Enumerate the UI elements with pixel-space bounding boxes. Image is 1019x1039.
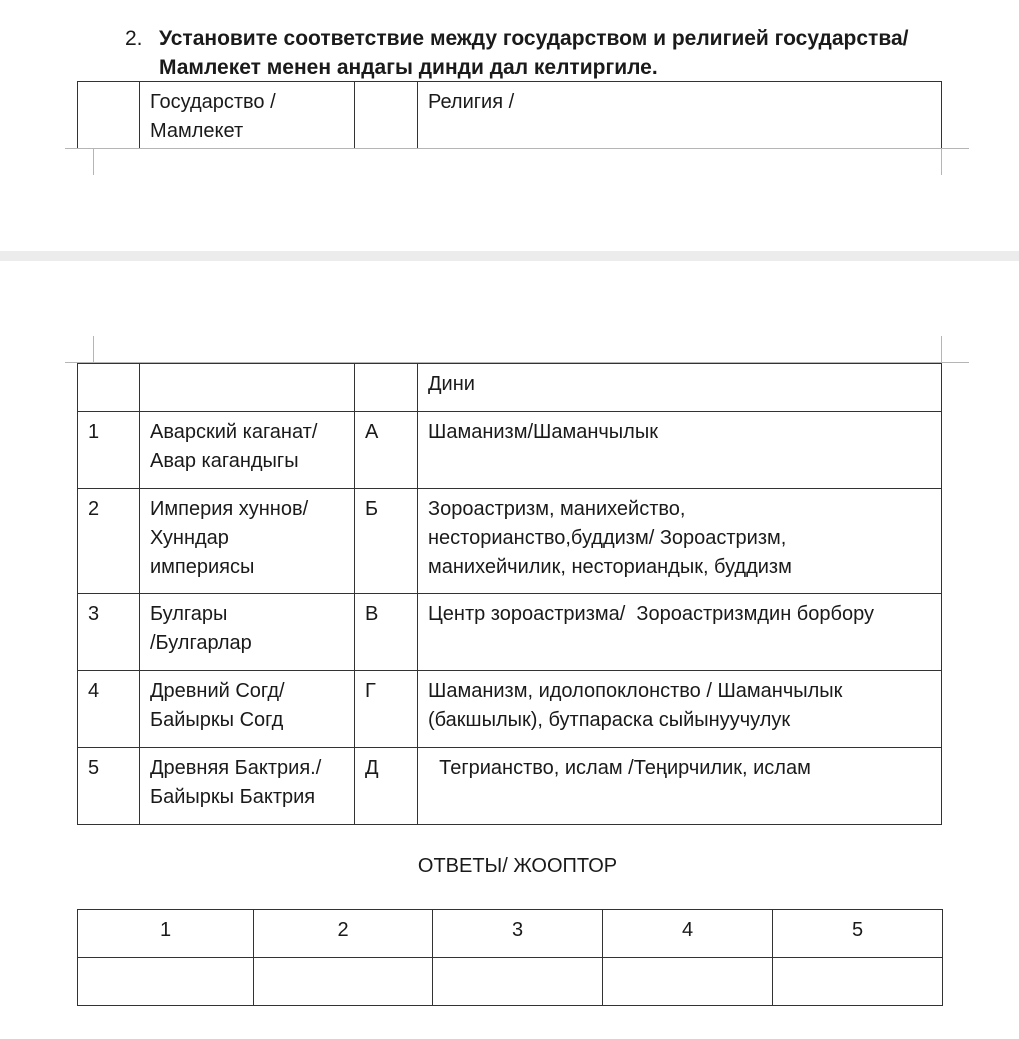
- answers-input-row: [78, 958, 943, 1006]
- state-header-line-2: Мамлекет: [150, 120, 244, 142]
- matching-table: [77, 363, 942, 825]
- state-cell: [140, 671, 355, 748]
- religion-line: несторианство,буддизм/ Зороастризм,: [428, 527, 787, 549]
- religion-line: Тегрианство, ислам /Теңирчилик, ислам: [428, 757, 811, 779]
- table-row: [78, 364, 942, 412]
- header-num-cell: [78, 82, 140, 149]
- state-header-cell: [140, 82, 355, 149]
- letter-cell: [355, 364, 418, 412]
- state-line: Аварский каганат/: [150, 421, 318, 443]
- answer-header-cell: 1: [78, 910, 254, 958]
- state-line: Империя хуннов/: [150, 498, 309, 520]
- state-cell: [140, 748, 355, 825]
- religion-cell: [418, 748, 942, 825]
- religion-cell: [418, 412, 942, 489]
- religion-line: Центр зороастризма/ Зороастризмдин борбору: [428, 603, 874, 625]
- state-line: империясы: [150, 556, 255, 578]
- religion-line: манихейчилик, несториандык, буддизм: [428, 556, 792, 578]
- table-rule-top: [65, 148, 969, 149]
- state-line: Древний Согд/: [150, 680, 285, 702]
- table-rule-tick-left-top: [93, 148, 94, 175]
- state-line: Булгары: [150, 603, 228, 625]
- letter-cell: В: [355, 594, 418, 671]
- state-line: Байыркы Согд: [150, 709, 284, 731]
- state-line: Хунндар: [150, 527, 229, 549]
- answers-table: [77, 909, 943, 1006]
- answer-input-cell-3[interactable]: [433, 958, 603, 1006]
- answer-header-cell: 5: [773, 910, 943, 958]
- religion-line: Шаманизм/Шаманчылык: [428, 421, 658, 443]
- num-cell: 1: [78, 412, 140, 489]
- answer-input-cell-2[interactable]: [254, 958, 433, 1006]
- answer-input-cell-4[interactable]: [603, 958, 773, 1006]
- answer-input-cell-1[interactable]: [78, 958, 254, 1006]
- letter-cell: Г: [355, 671, 418, 748]
- answers-header-row: [78, 910, 943, 958]
- header-table: [77, 81, 942, 149]
- state-cell: [140, 412, 355, 489]
- religion-line: (бакшылык), бутпараска сыйынуучулук: [428, 709, 791, 731]
- table-rule-tick-right-top: [941, 148, 942, 175]
- religion-line: Шаманизм, идолопоклонство / Шаманчылык: [428, 680, 843, 702]
- answer-header-cell: 3: [433, 910, 603, 958]
- question-number: 2.: [125, 27, 143, 50]
- answer-header-cell: 2: [254, 910, 433, 958]
- table-rule-tick-right-bottom: [941, 336, 942, 363]
- state-line: Древняя Бактрия./: [150, 757, 322, 779]
- table-rule-tick-left-bottom: [93, 336, 94, 363]
- question-line-1: Установите соответствие между государством и религией государства/: [159, 27, 909, 50]
- num-cell: 5: [78, 748, 140, 825]
- table-row: [78, 489, 942, 594]
- table-row: [78, 412, 942, 489]
- letter-cell: Д: [355, 748, 418, 825]
- state-header-line-1: Государство /: [150, 91, 276, 113]
- num-cell: [78, 364, 140, 412]
- religion-header-cell: Религия /: [418, 82, 942, 149]
- num-cell: 3: [78, 594, 140, 671]
- religion-cell: [418, 594, 942, 671]
- state-line: /Булгарлар: [150, 632, 252, 654]
- answers-title: ОТВЕТЫ/ ЖООПТОР: [417, 855, 618, 877]
- letter-cell: А: [355, 412, 418, 489]
- answer-header-cell: 4: [603, 910, 773, 958]
- religion-line: Зороастризм, манихейство,: [428, 498, 686, 520]
- table-row: [78, 671, 942, 748]
- question-text: [125, 24, 985, 82]
- table-row: [78, 594, 942, 671]
- page-gap: [0, 251, 1019, 261]
- state-cell: [140, 489, 355, 594]
- state-line: Байыркы Бактрия: [150, 786, 316, 808]
- religion-header-cell: Дини: [418, 364, 942, 412]
- religion-cell: [418, 671, 942, 748]
- letter-cell: Б: [355, 489, 418, 594]
- num-cell: 2: [78, 489, 140, 594]
- header-letter-cell: [355, 82, 418, 149]
- answer-input-cell-5[interactable]: [773, 958, 943, 1006]
- state-cell: [140, 364, 355, 412]
- table-row: [78, 748, 942, 825]
- state-line: Авар кагандыгы: [150, 450, 299, 472]
- question-line-2: Мамлекет менен андагы динди дал келтиргиле.: [159, 56, 658, 79]
- religion-cell: [418, 489, 942, 594]
- header-row: [78, 82, 942, 149]
- state-cell: [140, 594, 355, 671]
- num-cell: 4: [78, 671, 140, 748]
